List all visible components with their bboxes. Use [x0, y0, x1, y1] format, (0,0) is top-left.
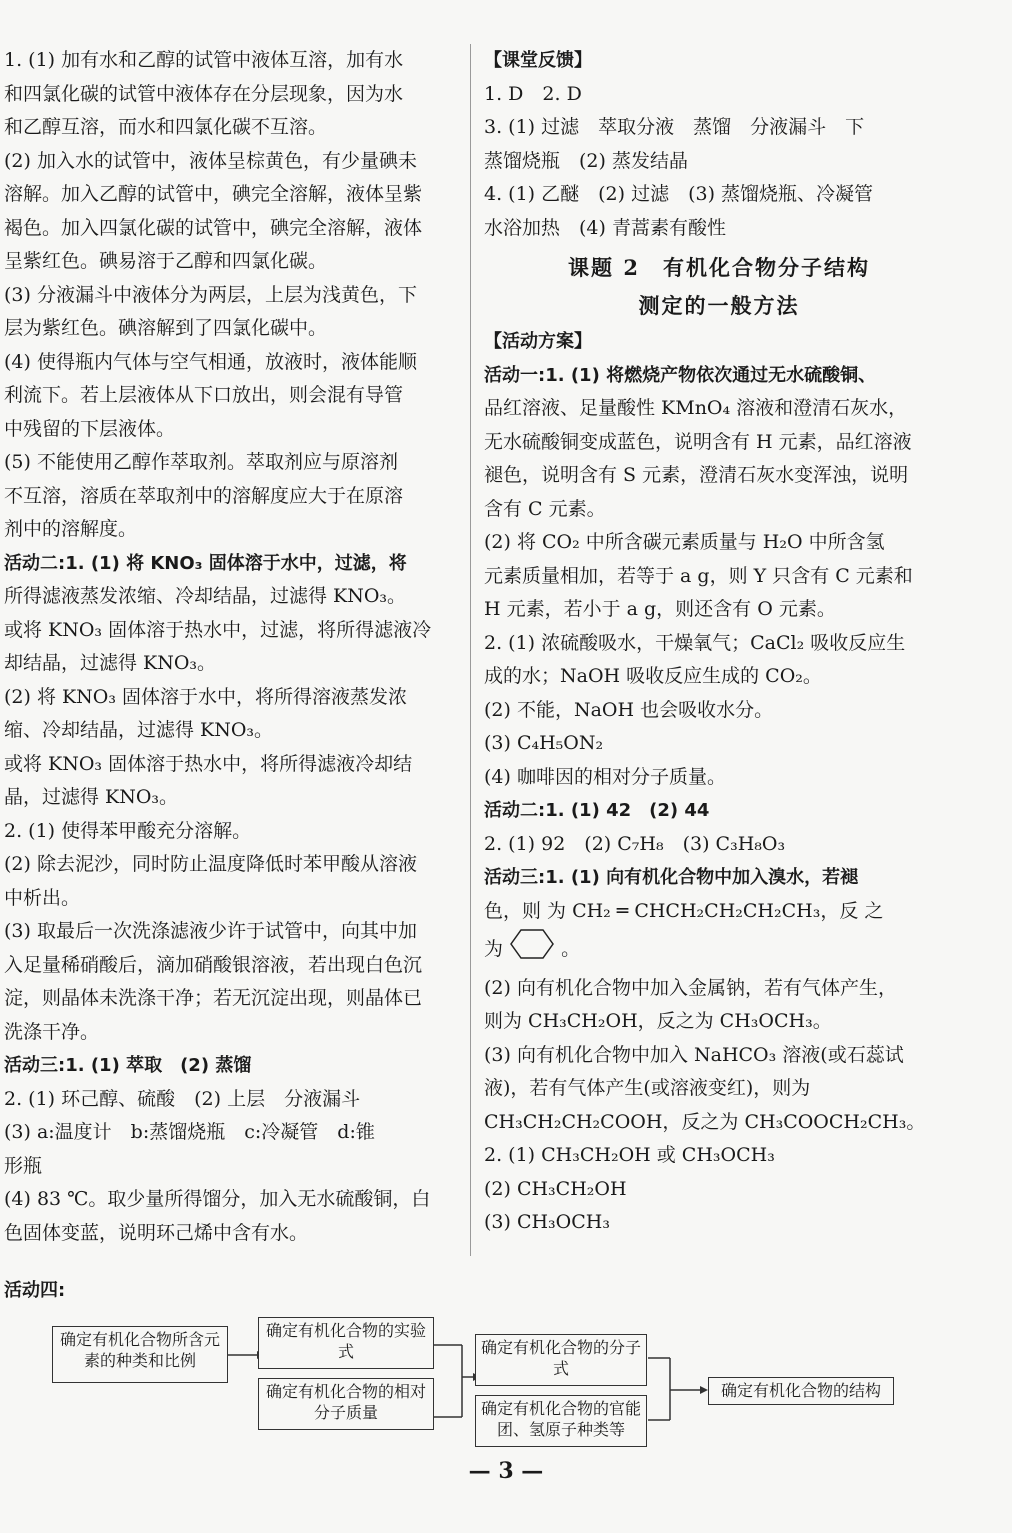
text-line: 洗涤干净。: [4, 1020, 100, 1043]
text-line: (3) 分液漏斗中液体分为两层，上层为浅黄色，下: [4, 283, 417, 306]
text-line: 2. (1) 使得苯甲酸充分溶解。: [4, 819, 252, 842]
text-line: 2. (1) 环己醇、硫酸 (2) 上层 分液漏斗: [4, 1087, 361, 1110]
text-line: 液)，若有气体产生(或溶液变红)，则为: [484, 1077, 811, 1099]
text-line: 水浴加热 (4) 青蒿素有酸性: [484, 216, 726, 239]
text-line: 1. (1) 加有水和乙醇的试管中液体互溶，加有水: [4, 49, 404, 71]
text-line: 为 。: [484, 928, 954, 972]
text-line: (2) 加入水的试管中，液体呈棕黄色，有少量碘未: [4, 149, 417, 172]
flow-box-element-types: 确定有机化合物所含元素的种类和比例: [52, 1326, 228, 1383]
text-line: 活动三:1. (1) 向有机化合物中加入溴水，若褪: [484, 867, 859, 888]
text-line: 无水硫酸铜变成蓝色，说明含有 H 元素，品红溶液: [484, 430, 912, 453]
text-line: 却结晶，过滤得 KNO₃。: [4, 652, 217, 674]
text-line: 活动二:1. (1) 42 (2) 44: [484, 800, 710, 821]
text-line: 溶解。加入乙醇的试管中，碘完全溶解，液体呈紫: [4, 183, 423, 205]
arrowhead-3: [700, 1386, 708, 1394]
text-line: (3) a:温度计 b:蒸馏烧瓶 c:冷凝管 d:锥: [4, 1121, 375, 1143]
text-line: 所得滤液蒸发浓缩、冷却结晶，过滤得 KNO₃。: [4, 585, 407, 607]
text-line: 中析出。: [4, 886, 81, 909]
text-line: CH₃CH₂CH₂COOH，反之为 CH₃COOCH₂CH₃。: [484, 1110, 926, 1133]
text-line: 活动三:1. (1) 萃取 (2) 蒸馏: [4, 1055, 252, 1076]
text-line: (5) 不能使用乙醇作萃取剂。萃取剂应与原溶剂: [4, 451, 398, 473]
hexagon-suffix: 。: [561, 937, 581, 960]
text-line: 不互溶，溶质在萃取剂中的溶解度应大于在原溶: [4, 484, 404, 507]
text-line: (3) C₄H₅ON₂: [484, 732, 604, 754]
text-line: 利流下。若上层液体从下口放出，则会混有导管: [4, 384, 404, 406]
text-line: (3) 向有机化合物中加入 NaHCO₃ 溶液(或石蕊试: [484, 1043, 904, 1066]
text-line: (2) 向有机化合物中加入金属钠，若有气体产生，: [484, 976, 897, 999]
text-line: (2) 不能，NaOH 也会吸收水分。: [484, 698, 774, 721]
text-line: 呈紫红色。碘易溶于乙醇和四氯化碳。: [4, 250, 328, 272]
page-number: — 3 —: [468, 1458, 544, 1484]
text-line: 【课堂反馈】: [484, 50, 592, 71]
text-line: (4) 83 ℃。取少量所得馏分，加入无水硫酸铜，白: [4, 1188, 431, 1210]
text-line: 褪色，说明含有 S 元素，澄清石灰水变浑浊，说明: [484, 464, 909, 486]
text-line: 【活动方案】: [484, 331, 592, 352]
text-line: 和四氯化碳的试管中液体存在分层现象，因为水: [4, 82, 404, 105]
lesson-title-line1: 课题 2 有机化合物分子结构: [568, 255, 870, 280]
text-line: 元素质量相加，若等于 a g，则 Y 只含有 C 元素和: [484, 564, 913, 587]
text-line: (4) 使得瓶内气体与空气相通，放液时，液体能顺: [4, 350, 417, 373]
text-line: 活动二:1. (1) 将 KNO₃ 固体溶于水中，过滤，将: [4, 552, 407, 574]
text-line: 和乙醇互溶，而水和四氯化碳不互溶。: [4, 116, 328, 138]
text-line: 或将 KNO₃ 固体溶于热水中，过滤，将所得滤液冷: [4, 618, 432, 641]
text-line: 色，则 为 CH₂ ═ CHCH₂CH₂CH₂CH₃，反 之: [484, 899, 884, 922]
text-line: 4. (1) 乙醚 (2) 过滤 (3) 蒸馏烧瓶、冷凝管: [484, 183, 874, 205]
text-line: 或将 KNO₃ 固体溶于热水中，将所得滤液冷却结: [4, 752, 413, 775]
text-line: 含有 C 元素。: [484, 497, 606, 520]
text-line: 3. (1) 过滤 萃取分液 蒸馏 分液漏斗 下: [484, 116, 865, 138]
text-line: 形瓶: [4, 1154, 43, 1177]
text-line: (2) 将 KNO₃ 固体溶于水中，将所得溶液蒸发浓: [4, 685, 408, 708]
text-line: 缩、冷却结晶，过滤得 KNO₃。: [4, 719, 274, 741]
text-line: 入足量稀硝酸后，滴加硝酸银溶液，若出现白色沉: [4, 953, 423, 976]
text-line: 晶，过滤得 KNO₃。: [4, 786, 179, 808]
text-line: 蒸馏烧瓶 (2) 蒸发结晶: [484, 149, 688, 172]
flow-box-molecular-formula: 确定有机化合物的分子式: [475, 1334, 647, 1386]
lesson-title-line2: 测定的一般方法: [638, 293, 800, 318]
text-line: 品红溶液、足量酸性 KMnO₄ 溶液和澄清石灰水，: [484, 397, 908, 419]
text-line: (4) 咖啡因的相对分子质量。: [484, 765, 726, 788]
text-line: 2. (1) CH₃CH₂OH 或 CH₃OCH₃: [484, 1144, 775, 1166]
text-line: (2) CH₃CH₂OH: [484, 1177, 627, 1200]
flow-box-structure: 确定有机化合物的结构: [708, 1377, 894, 1405]
text-line: H 元素，若小于 a g，则还含有 O 元素。: [484, 598, 836, 620]
activity4-label: 活动四:: [4, 1280, 66, 1301]
text-line: 色固体变蓝，说明环己烯中含有水。: [4, 1221, 309, 1244]
text-line: 活动一:1. (1) 将燃烧产物依次通过无水硫酸铜、: [484, 364, 877, 386]
text-line: 2. (1) 92 (2) C₇H₈ (3) C₃H₈O₃: [484, 832, 786, 855]
flow-box-relative-molecular-mass: 确定有机化合物的相对分子质量: [258, 1378, 434, 1430]
text-line: (3) CH₃OCH₃: [484, 1211, 610, 1233]
text-line: 成的水；NaOH 吸收反应生成的 CO₂。: [484, 665, 822, 687]
text-line: 剂中的溶解度。: [4, 518, 138, 540]
text-line: (2) 除去泥沙，同时防止温度降低时苯甲酸从溶液: [4, 853, 417, 875]
flow-box-functional-groups: 确定有机化合物的官能团、氢原子种类等: [475, 1395, 647, 1447]
text-line: 层为紫红色。碘溶解到了四氯化碳中。: [4, 317, 328, 339]
text-line: 淀，则晶体未洗涤干净；若无沉淀出现，则晶体已: [4, 987, 423, 1009]
text-line: (3) 取最后一次洗涤滤液少许于试管中，向其中加: [4, 920, 417, 942]
text-line: (2) 将 CO₂ 中所含碳元素质量与 H₂O 中所含氢: [484, 531, 885, 553]
flow-box-empirical-formula: 确定有机化合物的实验式: [258, 1317, 434, 1369]
text-line: 则为 CH₃CH₂OH，反之为 CH₃OCH₃。: [484, 1010, 832, 1032]
text-line: 褐色。加入四氯化碳的试管中，碘完全溶解，液体: [4, 216, 423, 239]
text-line: 中残留的下层液体。: [4, 417, 176, 440]
text-line: 2. (1) 浓硫酸吸水，干燥氧气；CaCl₂ 吸收反应生: [484, 631, 906, 654]
text-line: 1. D 2. D: [484, 82, 582, 105]
